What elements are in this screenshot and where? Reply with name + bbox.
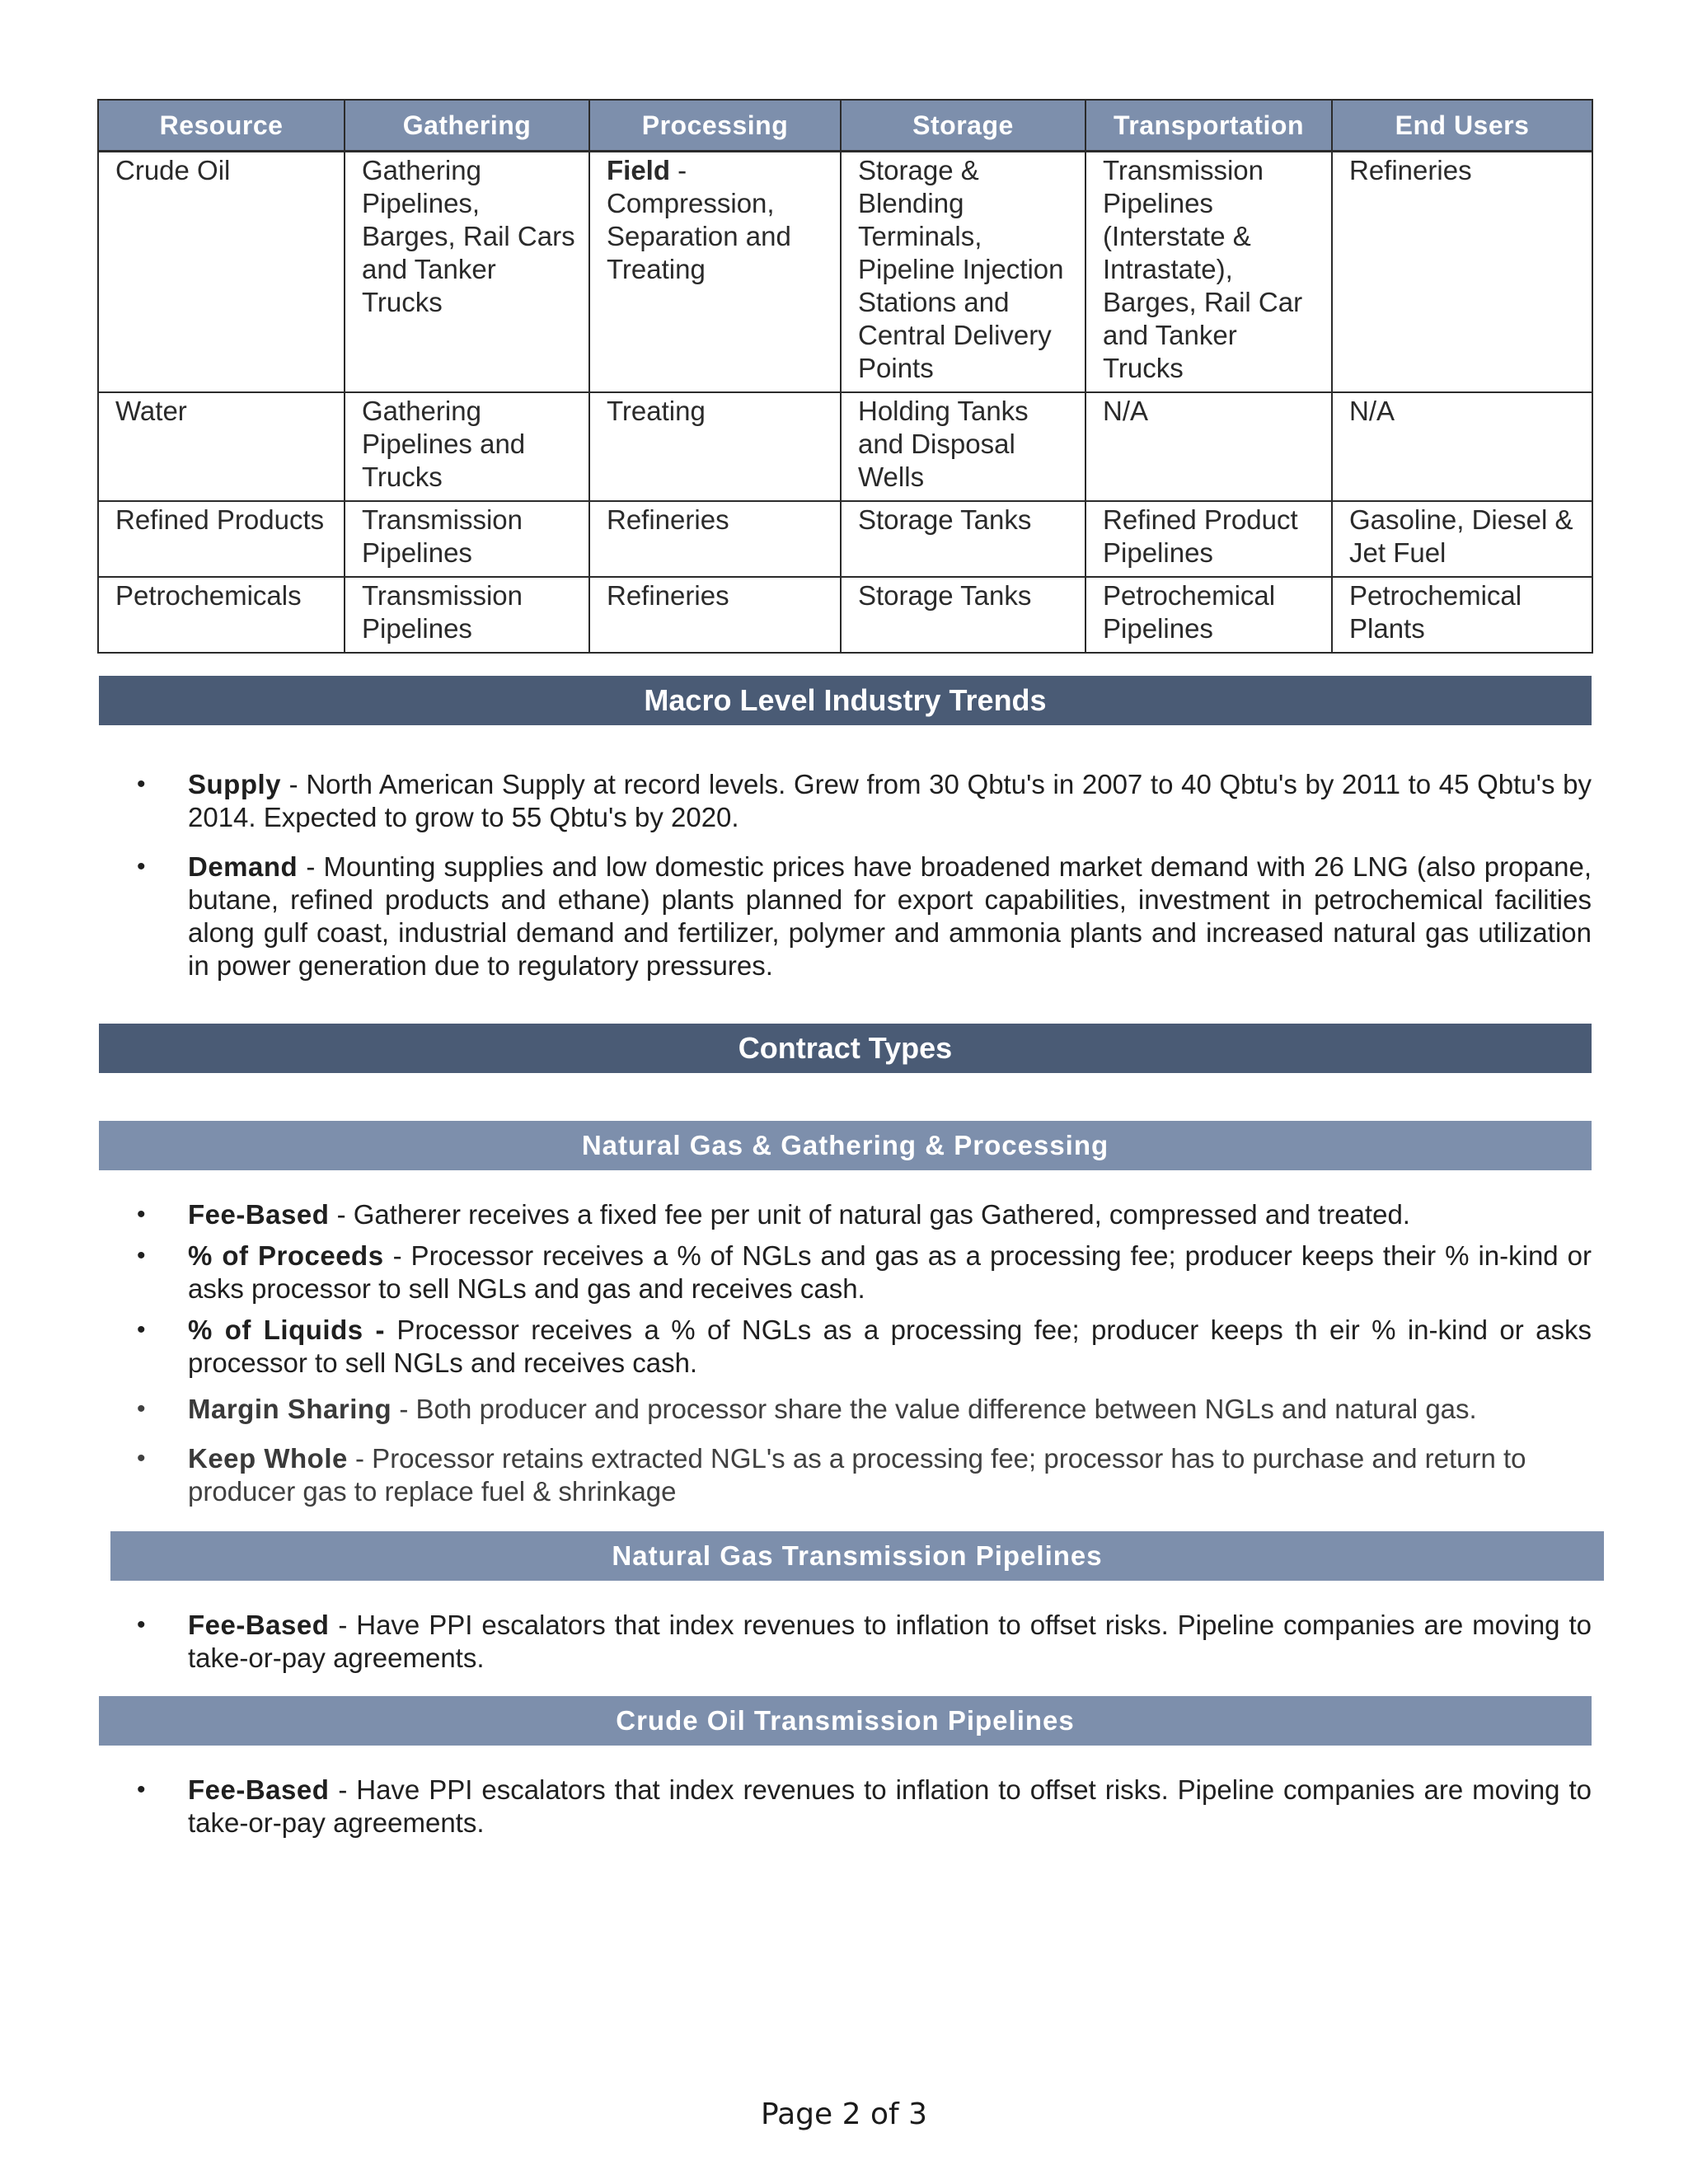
cell-resource: Petrochemicals <box>98 577 345 653</box>
header-processing: Processing <box>589 100 841 152</box>
bullet-text: - Have PPI escalators that index revenues to inflation to offset risks. Pipeline companies are moving to take-or-pay agreements. <box>188 1774 1592 1838</box>
cell-transportation: Petrochemical Pipelines <box>1085 577 1332 653</box>
cell-processing-bold: Field <box>607 155 671 185</box>
bullet-text: - Both producer and processor share the value difference between NGLs and natural gas. <box>392 1394 1477 1424</box>
cell-resource: Refined Products <box>98 501 345 577</box>
bullet-icon: • <box>137 1242 146 1269</box>
cell-processing <box>589 152 841 393</box>
bullet-icon: • <box>137 853 146 880</box>
bullet-icon: • <box>137 1395 146 1422</box>
cell-end-users: N/A <box>1332 392 1592 501</box>
header-end-users: End Users <box>1332 100 1592 152</box>
bullet-term: % of Proceeds <box>188 1240 384 1271</box>
bullet-icon: • <box>137 771 146 798</box>
cell-transportation: N/A <box>1085 392 1332 501</box>
header-transportation: Transportation <box>1085 100 1332 152</box>
bullet-text: - North American Supply at record levels. Grew from 30 Qbtu's in 2007 to 40 Qbtu's by 2011 to 45 Qbtu's by 2014. Expected to grow to 55 Qbtu's by 2020. <box>188 769 1592 832</box>
list-item <box>99 1774 1592 1840</box>
list-item <box>99 1240 1592 1305</box>
contract-types-heading: Contract Types <box>99 1024 1592 1073</box>
bullet-term: Keep Whole <box>188 1443 348 1474</box>
table-row <box>98 501 1592 577</box>
gas-pipelines-heading: Natural Gas Transmission Pipelines <box>110 1531 1604 1581</box>
table-row <box>98 152 1592 393</box>
bullet-icon: • <box>137 1201 146 1228</box>
table-row <box>98 392 1592 501</box>
bullet-term: Fee-Based <box>188 1774 330 1805</box>
cell-processing: Treating <box>589 392 841 501</box>
bullet-term: Margin Sharing <box>188 1394 392 1424</box>
page-number: Page 2 of 3 <box>761 2097 927 2131</box>
gathering-contracts-list <box>99 1198 1592 1508</box>
cell-gathering: Gathering Pipelines and Trucks <box>345 392 589 501</box>
midstream-matrix-table <box>97 99 1593 654</box>
list-item <box>99 1393 1592 1426</box>
list-item <box>99 1314 1592 1380</box>
cell-gathering: Transmission Pipelines <box>345 577 589 653</box>
bullet-icon: • <box>137 1445 146 1472</box>
bullet-text: - Gatherer receives a fixed fee per unit of natural gas Gathered, compressed and treated. <box>329 1199 1410 1230</box>
cell-transportation: Refined Product Pipelines <box>1085 501 1332 577</box>
gathering-processing-heading: Natural Gas & Gathering & Processing <box>99 1121 1592 1170</box>
bullet-text: - Processor retains extracted NGL's as a processing fee; processor has to purchase and return to producer gas to replace fuel & shrinkage <box>188 1443 1526 1507</box>
cell-storage: Storage Tanks <box>841 577 1085 653</box>
bullet-term: Fee-Based <box>188 1199 330 1230</box>
header-storage: Storage <box>841 100 1085 152</box>
cell-resource: Crude Oil <box>98 152 345 393</box>
bullet-term: Supply <box>188 769 282 799</box>
list-item <box>99 1442 1592 1508</box>
macro-trends-heading: Macro Level Industry Trends <box>99 676 1592 725</box>
bullet-icon: • <box>137 1316 146 1343</box>
cell-storage: Storage Tanks <box>841 501 1085 577</box>
bullet-term: Fee-Based <box>188 1610 330 1640</box>
bullet-term: Demand <box>188 851 298 882</box>
cell-storage: Holding Tanks and Disposal Wells <box>841 392 1085 501</box>
bullet-icon: • <box>137 1611 146 1638</box>
table-row <box>98 577 1592 653</box>
bullet-text: Processor receives a % of NGLs as a processing fee; producer keeps th eir % in-kind or asks processor to sell NGLs and receives cash. <box>188 1315 1592 1378</box>
list-item <box>99 1609 1592 1675</box>
cell-transportation: Transmission Pipelines (Interstate & Intrastate), Barges, Rail Car and Tanker Trucks <box>1085 152 1332 393</box>
crude-pipelines-list <box>99 1774 1592 1840</box>
list-item <box>99 851 1592 982</box>
cell-storage: Storage & Blending Terminals, Pipeline Injection Stations and Central Delivery Points <box>841 152 1085 393</box>
cell-end-users: Gasoline, Diesel & Jet Fuel <box>1332 501 1592 577</box>
cell-processing: Refineries <box>589 501 841 577</box>
bullet-text: - Mounting supplies and low domestic prices have broadened market demand with 26 LNG (also propane, butane, refined products and ethane) plants planned for export capabilities, investment in petrochemical facilities along gulf coast, industrial demand and fertilizer, polymer and ammonia plants and increased natural gas utilization in power generation due to regulatory pressures. <box>188 851 1592 981</box>
cell-gathering: Gathering Pipelines, Barges, Rail Cars and Tanker Trucks <box>345 152 589 393</box>
macro-trends-list <box>99 768 1592 982</box>
header-resource: Resource <box>98 100 345 152</box>
cell-gathering: Transmission Pipelines <box>345 501 589 577</box>
crude-pipelines-heading: Crude Oil Transmission Pipelines <box>99 1696 1592 1746</box>
list-item <box>99 1198 1592 1231</box>
table-header-row <box>98 100 1592 152</box>
cell-processing-text: - Compression, Separation and Treating <box>607 155 791 284</box>
bullet-text: - Have PPI escalators that index revenues to inflation to offset risks. Pipeline companies are moving to take-or-pay agreements. <box>188 1610 1592 1673</box>
bullet-icon: • <box>137 1776 146 1803</box>
header-gathering: Gathering <box>345 100 589 152</box>
cell-processing: Refineries <box>589 577 841 653</box>
list-item <box>99 768 1592 834</box>
bullet-term: % of Liquids - <box>188 1315 385 1345</box>
cell-end-users: Petrochemical Plants <box>1332 577 1592 653</box>
gas-pipelines-list <box>99 1609 1592 1675</box>
bullet-text: - Processor receives a % of NGLs and gas as a processing fee; producer keeps their % in-kind or asks processor to sell NGLs and gas and receives cash. <box>188 1240 1592 1304</box>
cell-resource: Water <box>98 392 345 501</box>
cell-end-users: Refineries <box>1332 152 1592 393</box>
